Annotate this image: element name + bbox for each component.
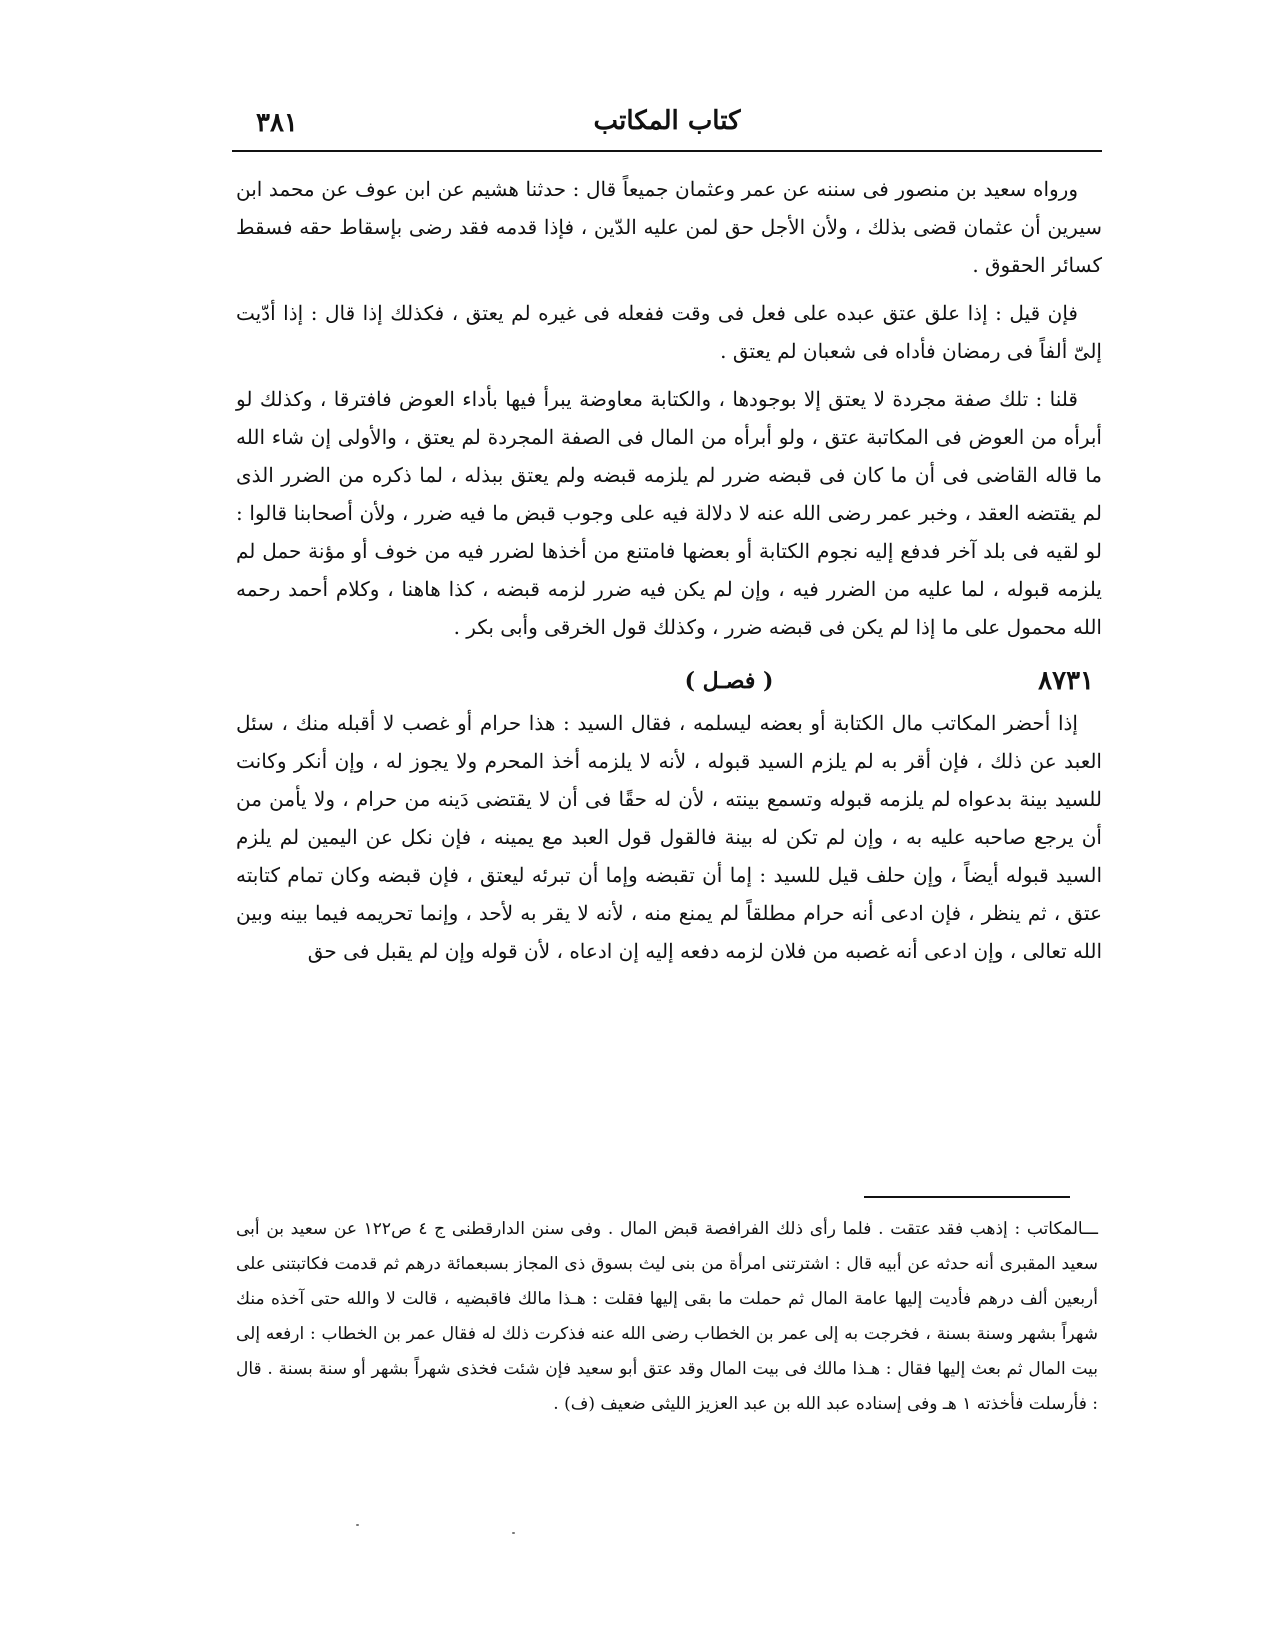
footnote [236, 1212, 1098, 1422]
header-rule [232, 150, 1102, 152]
footnote-paragraph: ـــالمكاتب : إذهب فقد عتقت . فلما رأى ذلك الفرافصة قبض المال . وفى سنن الدارقطنى ج ٤ ص١٢٢ عن سعيد بن أبى سعيد المقبرى أنه حدثه عن أبيه قال : اشترتنى امرأة من بنى ليث بسوق ذى المجاز بسبعمائة درهم ثم قدمت فكاتبتنى على أربعين ألف درهم فأديت إليها عامة المال ثم حملت ما بقى إليها فقلت : هـذا مالك فاقبضيه ، قالت لا والله حتى آخذه منك شهراً بشهر وسنة بسنة ، فخرجت به إلى عمر بن الخطاب رضى الله عنه فذكرت ذلك له فقال عمر بن الخطاب : ارفعه إلى بيت المال ثم بعث إليها فقال : هـذا مالك فى بيت المال وقد عتق أبو سعيد فإن شئت فخذى شهراً بشهر أو سنة بسنة . قال : فأرسلت فأخذته ١ هـ وفى إسناده عبد الله بن عبد العزيز الليثى ضعيف (ف) . [236, 1219, 1098, 1414]
main-text [236, 170, 1102, 980]
section-heading [236, 656, 1102, 704]
page-header [232, 100, 1102, 148]
footnote-rule [864, 1196, 1070, 1198]
section-number: ٨٧٣١ [1038, 666, 1094, 696]
running-title: كتاب المكاتب [593, 106, 741, 136]
scan-speck [356, 1524, 359, 1526]
paragraph: فإن قيل : إذا علق عتق عبده على فعل فى وقت ففعله فى غيره لم يعتق ، فكذلك إذا قال : إذا أدّيت إلىّ ألفاً فى رمضان فأداه فى شعبان لم يعتق . [236, 301, 1102, 363]
page-number: ٣٨١ [256, 108, 298, 138]
paragraph: إذا أحضر المكاتب مال الكتابة أو بعضه ليسلمه ، فقال السيد : هذا حرام أو غصب لا أقبله منك ، سئل العبد عن ذلك ، فإن أقر به لم يلزم السيد قبوله ، لأنه لا يلزمه أخذ المحرم ولا يجوز له ، وإن أنكر وكانت للسيد بينة بدعواه لم يلزمه قبوله وتسمع بينته ، لأن له حقًا فى أن لا يقتضى دَينه من حرام ، ولا يأمن من أن يرجع صاحبه عليه به ، وإن لم تكن له بينة فالقول قول العبد مع يمينه ، فإن نكل عن اليمين لم يلزم السيد قبوله أيضاً ، وإن حلف قيل للسيد : إما أن تقبضه وإما أن تبرئه ليعتق ، فإن قبضه وكان تمام كتابته عتق ، ثم ينظر ، فإن ادعى أنه حرام مطلقاً لم يمنع منه ، لأنه لا يقر به لأحد ، وإنما تحريمه فيما بينه وبين الله تعالى ، وإن ادعى أنه غصبه من فلان لزمه دفعه إليه إن ادعاه ، لأن قوله وإن لم يقبل فى حق [236, 711, 1102, 963]
scan-speck [512, 1532, 515, 1534]
section-label: ( فصـل ) [684, 668, 774, 694]
paragraph: قلنا : تلك صفة مجردة لا يعتق إلا بوجودها ، والكتابة معاوضة يبرأ فيها بأداء العوض فافترقا ، وكذلك لو أبرأه من العوض فى المكاتبة عتق ، ولو أبرأه من المال فى الصفة المجردة لم يعتق ، والأولى إن شاء الله ما قاله القاضى فى أن ما كان فى قبضه ضرر لم يلزمه قبضه ولم يعتق ببذله ، لما ذكره من الضرر الذى لم يقتضه العقد ، وخبر عمر رضى الله عنه لا دلالة فيه على وجوب قبض ما فيه ضرر ، ولأن أصحابنا قالوا : لو لقيه فى بلد آخر فدفع إليه نجوم الكتابة أو بعضها فامتنع من أخذها لضرر فيه من خوف أو مؤنة حمل لم يلزمه قبوله ، لما عليه من الضرر فيه ، وإن لم يكن فيه ضرر لزمه قبضه ، كذا هاهنا ، وكلام أحمد رحمه الله محمول على ما إذا لم يكن فى قبضه ضرر ، وكذلك قول الخرقى وأبى بكر . [236, 387, 1102, 639]
paragraph: ورواه سعيد بن منصور فى سننه عن عمر وعثمان جميعاً قال : حدثنا هشيم عن ابن عوف عن محمد ابن سيرين أن عثمان قضى بذلك ، ولأن الأجل حق لمن عليه الدّين ، فإذا قدمه فقد رضى بإسقاط حقه فسقط كسائر الحقوق . [236, 177, 1102, 277]
